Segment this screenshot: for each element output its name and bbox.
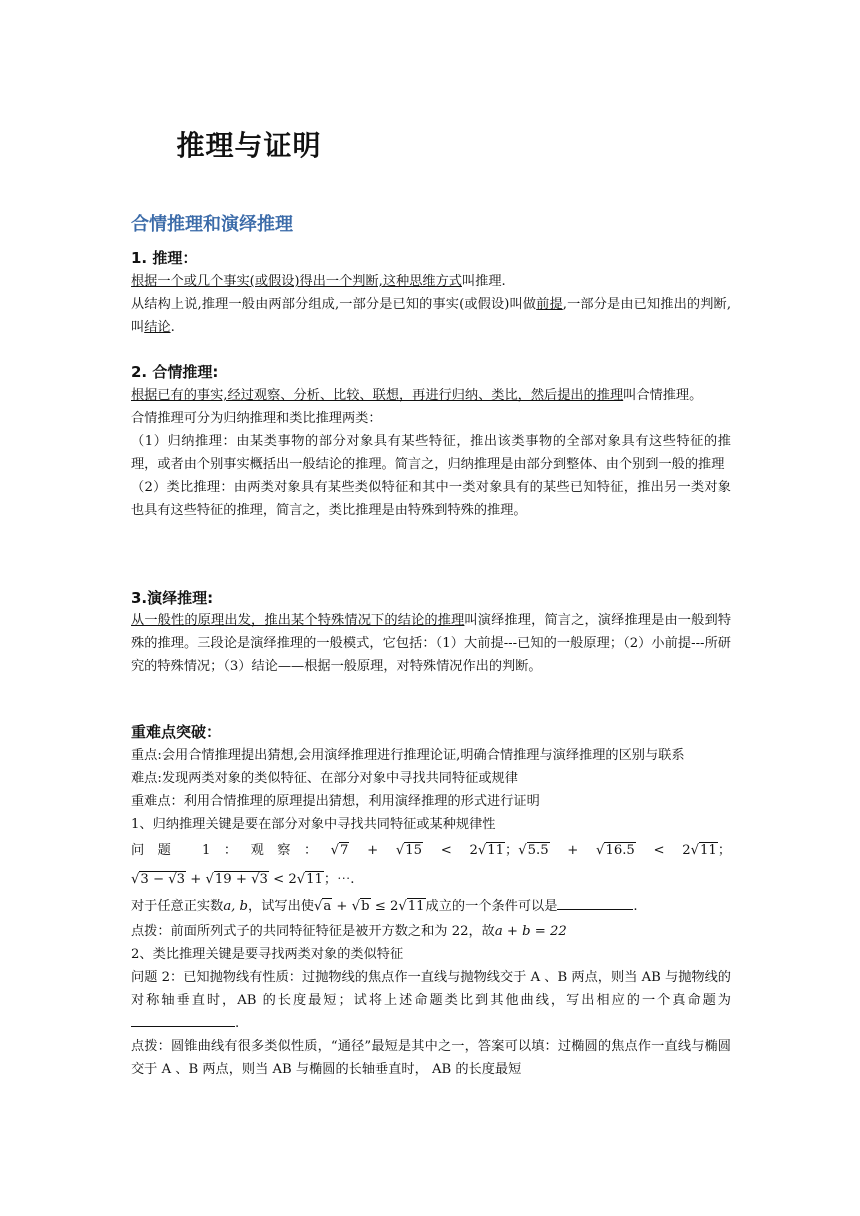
heading-inference: 1. 推理： bbox=[131, 249, 198, 267]
text-difficulty: 难点:发现两类对象的类似特征、在部分对象中寻找共同特征或规律 bbox=[131, 771, 518, 786]
answer-blank[interactable] bbox=[131, 1012, 235, 1027]
radicand: 7 bbox=[340, 843, 349, 858]
radicand: 15 bbox=[405, 843, 423, 858]
text-analogical: （2）类比推理：由两类对象具有某些类似特征和其中一类对象具有的某些已知特征，推出另一类对象也具有这些特征的推理，简言之，类比推理是由特殊到特殊的推理。 bbox=[131, 480, 731, 518]
section-heading: 合情推理和演绎推理 bbox=[131, 214, 293, 235]
heading-plausible-reasoning: 2. 合情推理: bbox=[131, 363, 219, 381]
paragraph-inference bbox=[131, 270, 731, 339]
radicand: 11 bbox=[487, 843, 505, 858]
tip-2-text: 点拨：圆锥曲线有很多类似性质，“通径”最短是其中之一，答案可以填：过椭圆的焦点作一直线与椭圆交于 A 、B 两点，则当 AB 与椭圆的长轴垂直时， AB 的长度最短 bbox=[131, 1039, 731, 1077]
math-vars: a, b bbox=[223, 899, 249, 914]
text: ；⋯. bbox=[323, 872, 355, 887]
text: 从结构上说,推理一般由两部分组成,一部分是已知的事实(或假设)叫做 bbox=[131, 297, 537, 312]
radicand: 3 − √3 bbox=[140, 872, 186, 887]
text-induction-key: 1、归纳推理关键是要在部分对象中寻找共同特征或某种规律性 bbox=[131, 817, 496, 832]
tip-text: 点拨：前面所列式子的共同特征特征是被开方数之和为 22，故 bbox=[131, 924, 495, 939]
radicand: 11 bbox=[700, 843, 717, 858]
definition-rest: 叫合情推理。 bbox=[623, 388, 703, 403]
sqrt-expr: √3 − √3 + √19 + √3 < 2√11 bbox=[131, 872, 323, 887]
problem-label: 问题 1：观察： bbox=[131, 843, 331, 858]
definition-underlined: 根据已有的事实,经过观察、分析、比较、联想，再进行归纳、类比，然后提出的推理 bbox=[131, 388, 624, 403]
text: . bbox=[170, 320, 175, 335]
radicand: 11 bbox=[306, 872, 323, 887]
definition-rest: 叫演绎推理，简言之，演绎推理是由一般到特殊的推理。三段论是演绎推理的一般模式，它包括：（1）大前提---已知的一般原理；（2）小前提---所研究的特殊情况；（3）结论——根据一般原理，对特殊情况作出的判断。 bbox=[131, 613, 732, 674]
radicand: 16.5 bbox=[605, 843, 635, 858]
definition-underlined: 根据一个或几个事实(或假设)得出一个判断,这种思维方式 bbox=[131, 274, 462, 289]
sqrt-condition: √a + √b ≤ 2√11 bbox=[313, 899, 425, 914]
text-key-difficulty: 重难点：利用合情推理的原理提出猜想，利用演绎推理的形式进行证明 bbox=[131, 794, 540, 809]
sqrt-expr: √5.5 + √16.5 < 2√11 bbox=[518, 843, 717, 858]
heading-deductive-reasoning: 3.演绎推理: bbox=[131, 589, 214, 607]
radicand: 19 + √3 bbox=[214, 872, 268, 887]
text: . bbox=[633, 899, 638, 914]
text: ，试写出使 bbox=[248, 899, 314, 914]
text: 合情推理可分为归纳推理和类比推理两类： bbox=[131, 411, 382, 426]
term-premise: 前提 bbox=[536, 297, 563, 312]
text: 对于任意正实数 bbox=[131, 899, 224, 914]
paragraph-plausible-reasoning bbox=[131, 384, 731, 522]
text-key: 重点:会用合情推理提出猜想,会用演绎推理进行推理论证,明确合情推理与演绎推理的区别与联系 bbox=[131, 748, 685, 763]
text-inductive: （1）归纳推理：由某类事物的部分对象具有某些特征，推出该类事物的全部对象具有这些特征的推理，或者由个别事实概括出一般结论的推理。简言之，归纳推理是由部分到整体、由个别到一般的推理 bbox=[131, 434, 731, 472]
text: 成立的一个条件可以是 bbox=[425, 899, 558, 914]
heading-key-points: 重难点突破： bbox=[131, 723, 222, 741]
page-title: 推理与证明 bbox=[176, 129, 322, 162]
radicand: 5.5 bbox=[527, 843, 549, 858]
paragraph-deductive-reasoning bbox=[131, 609, 731, 678]
text: . bbox=[235, 1016, 240, 1031]
math-equation: a + b = 22 bbox=[494, 924, 567, 939]
text-analogy-key: 2、类比推理关键是要寻找两类对象的类似特征 bbox=[131, 947, 404, 962]
answer-blank[interactable] bbox=[557, 895, 633, 910]
definition-rest: 叫推理. bbox=[461, 274, 506, 289]
problem-2-text: 问题 2：已知抛物线有性质：过抛物线的焦点作一直线与抛物线交于 A 、B 两点，则当 AB 与抛物线的对称轴垂直时，AB 的长度最短；试将上述命题类比到其他曲线，写出相应的一个真命题为 bbox=[131, 970, 731, 1008]
problem-1-line-2 bbox=[131, 894, 731, 920]
text: ,一部分是由已知推出的判断,叫 bbox=[131, 297, 732, 335]
term-conclusion: 结论 bbox=[144, 320, 171, 335]
sqrt-expr: √7 + √15 < 2√11 bbox=[330, 843, 505, 858]
problem-1-line: 问题 1：观察：√7 + √15 < 2√11；√5.5 + √16.5 < 2√11；√3 − √3 + √19 + √3 < 2√11；⋯. bbox=[131, 843, 732, 887]
paragraph-key-points bbox=[131, 744, 731, 1081]
definition-underlined: 从一般性的原理出发，推出某个特殊情况下的结论的推理 bbox=[131, 613, 465, 628]
